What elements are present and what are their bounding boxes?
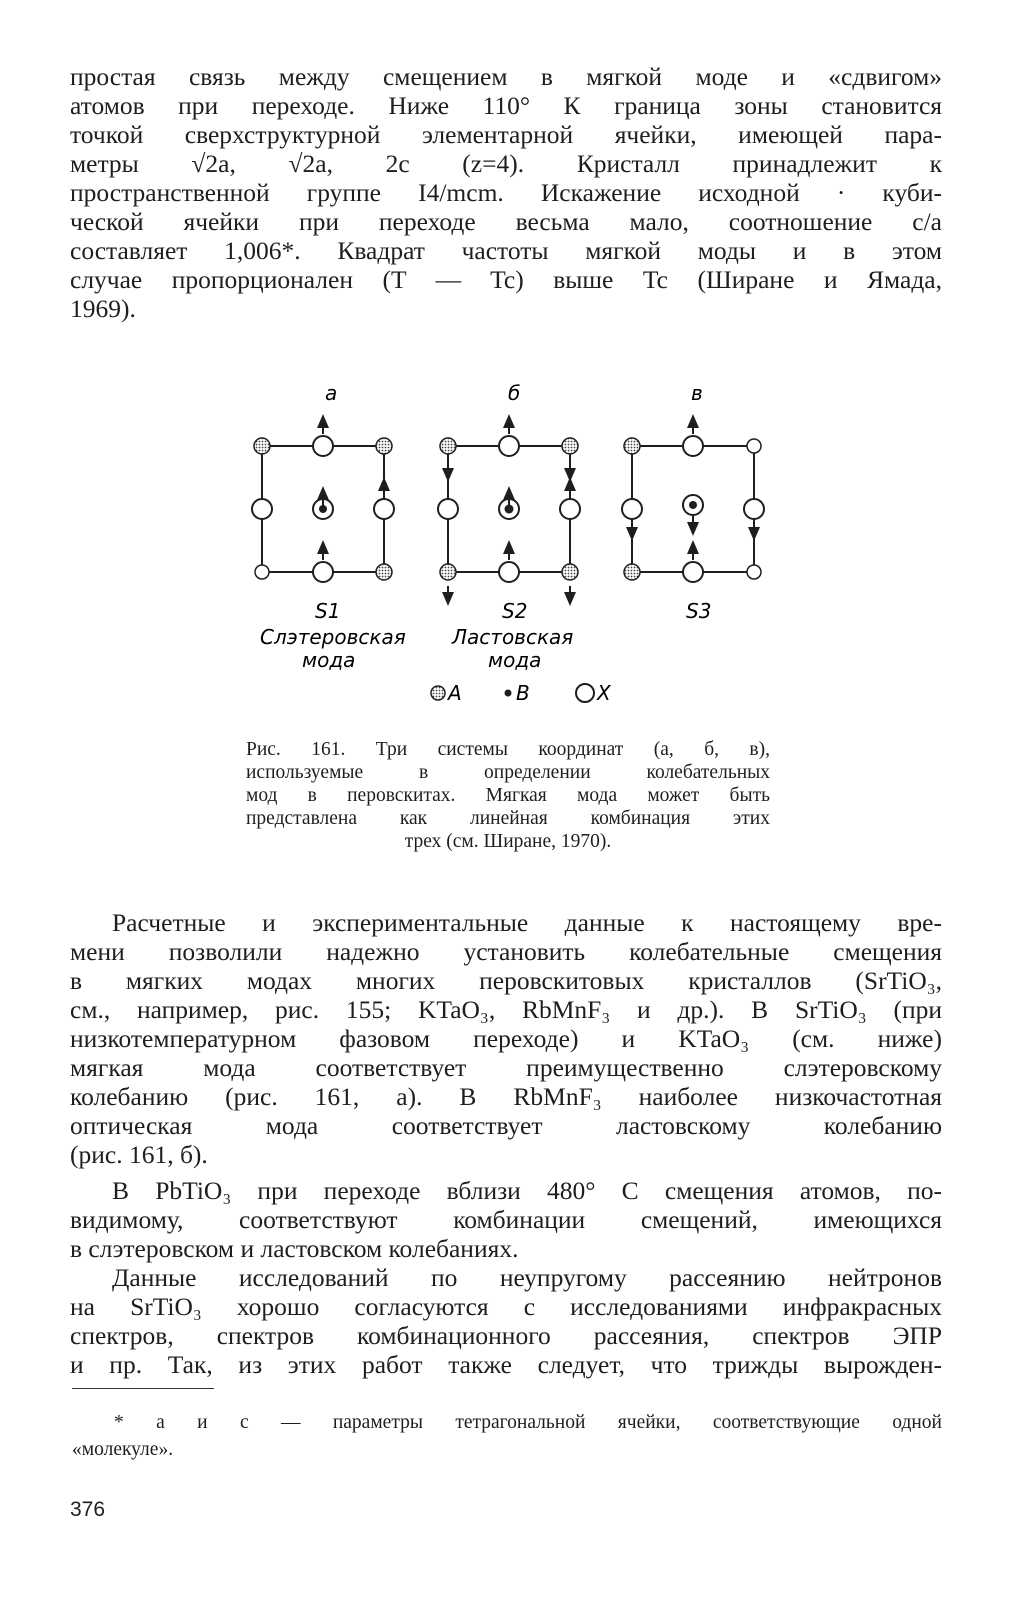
- paragraph-2: [70, 908, 942, 1169]
- text-line: составляет 1,006*. Квадрат частоты мягкой моды и в этом: [70, 236, 942, 265]
- text-line: точкой сверхструктурной элементарной ячейки, имеющей пара-: [70, 120, 942, 149]
- footnote-line: «молекуле».: [72, 1439, 174, 1460]
- mode-diagram: [240, 380, 780, 710]
- mode-id-s1: S1: [315, 599, 341, 623]
- text-line: ческой ячейки при переходе весьма мало, соотношение c/a: [70, 207, 942, 236]
- paragraph-3: [70, 1176, 942, 1263]
- atom-a: [562, 564, 578, 580]
- text-line: низкотемпературном фазовом переходе) и KTaO₃ (см. ниже): [70, 1024, 942, 1053]
- panel-a: [252, 420, 394, 582]
- text-line: колебанию (рис. 161, а). В RbMnF₃ наиболее низкочастотная: [70, 1082, 942, 1111]
- atom-x: [683, 436, 703, 456]
- atom-x: [438, 499, 458, 519]
- footnote-rule: [72, 1388, 214, 1389]
- text-line: в слэтеровском и ластовском колебаниях.: [70, 1234, 519, 1263]
- text-line: и пр. Так, из этих работ также следует, что трижды вырожден-: [70, 1350, 942, 1379]
- caption-line: мод в перовскитах. Мягкая мода может быть: [246, 785, 770, 806]
- footnote: [72, 1409, 942, 1463]
- atom-a: [624, 438, 640, 454]
- legend-label-b: B: [516, 681, 530, 705]
- atom-x: [374, 499, 394, 519]
- caption-line: представлена как линейная комбинация этих: [246, 808, 770, 829]
- caption-line: Рис. 161. Три системы координат (а, б, в),: [246, 739, 770, 760]
- atom-x: [744, 499, 764, 519]
- text-line: см., например, рис. 155; KTaO₃, RbMnF₃ и др.). В SrTiO₃ (при: [70, 995, 942, 1024]
- mode-name-last: Ластовская мода: [452, 625, 574, 672]
- text-line: пространственной группе I4/mcm. Искажение исходной · куби-: [70, 178, 942, 207]
- text-line: видимому, соответствуют комбинации смещений, имеющихся: [70, 1205, 942, 1234]
- atom-x: [747, 439, 761, 453]
- text-line: (рис. 161, б).: [70, 1140, 208, 1169]
- mode-id-s3: S3: [686, 599, 712, 623]
- panel-b: [438, 420, 580, 600]
- text-line: случае пропорционален (T — Tc) выше Tc (Ширане и Ямада,: [70, 265, 942, 294]
- text-line: мягкая мода соответствует преимущественно слэтеровскому: [70, 1053, 942, 1082]
- caption-line: используемые в определении колебательных: [246, 762, 770, 783]
- atom-x: [313, 562, 333, 582]
- atom-a: [376, 438, 392, 454]
- text-line: В PbTiO₃ при переходе вблизи 480° С смещения атомов, по-: [112, 1176, 942, 1205]
- atom-a: [376, 564, 392, 580]
- text-line: Расчетные и экспериментальные данные к настоящему вре-: [112, 908, 942, 937]
- mode-id-s2: S2: [502, 599, 528, 623]
- panel-label-a: а: [325, 381, 338, 405]
- atom-x: [622, 499, 642, 519]
- legend-label-a: A: [448, 681, 462, 705]
- text-line: на SrTiO₃ хорошо согласуются с исследованиями инфракрасных: [70, 1292, 942, 1321]
- atom-x: [255, 565, 269, 579]
- panel-label-b: б: [508, 381, 521, 405]
- panel-label-v: в: [691, 381, 703, 405]
- text-line: метры √2a, √2a, 2c (z=4). Кристалл принадлежит к: [70, 149, 942, 178]
- atom-x: [747, 565, 761, 579]
- footnote-line: * а и с — параметры тетрагональной ячейки, соответствующие одной: [114, 1412, 942, 1433]
- atom-b: [689, 501, 697, 509]
- text-line: атомов при переходе. Ниже 110° К граница зоны становится: [70, 91, 942, 120]
- text-line: Данные исследований по неупругому рассеянию нейтронов: [112, 1263, 942, 1292]
- atom-x: [499, 436, 519, 456]
- legend: [431, 681, 612, 705]
- text-line: оптическая мода соответствует ластовскому колебанию: [70, 1111, 942, 1140]
- legend-symbol-b: [505, 690, 512, 697]
- atom-x: [560, 499, 580, 519]
- atom-x: [683, 562, 703, 582]
- text-line: 1969).: [70, 294, 136, 323]
- paragraph-1: [70, 62, 942, 323]
- caption-line: трех (см. Ширане, 1970).: [404, 831, 612, 852]
- page-number: 376: [70, 1498, 106, 1521]
- atom-b: [319, 505, 327, 513]
- text-line: спектров, спектров комбинационного рассеяния, спектров ЭПР: [70, 1321, 942, 1350]
- atom-a: [440, 564, 456, 580]
- mode-name-slater: Слэтеровская мода: [260, 625, 406, 672]
- atom-x: [313, 436, 333, 456]
- text-line: в мягких модах многих перовскитовых кристаллов (SrTiO₃,: [70, 966, 942, 995]
- atom-a: [254, 438, 270, 454]
- atom-x: [252, 499, 272, 519]
- text-line: простая связь между смещением в мягкой моде и «сдвигом»: [70, 62, 942, 91]
- panel-v: [622, 420, 764, 582]
- atom-a: [624, 564, 640, 580]
- legend-symbol-x: [576, 684, 594, 702]
- text-line: мени позволили надежно установить колебательные смещения: [70, 937, 942, 966]
- legend-label-x: X: [597, 681, 611, 705]
- figure-161: [240, 380, 780, 710]
- paragraph-4: [70, 1263, 942, 1379]
- atom-a: [440, 438, 456, 454]
- legend-symbol-a: [431, 686, 445, 700]
- atom-a: [562, 438, 578, 454]
- figure-caption: [246, 738, 770, 853]
- atom-x: [499, 562, 519, 582]
